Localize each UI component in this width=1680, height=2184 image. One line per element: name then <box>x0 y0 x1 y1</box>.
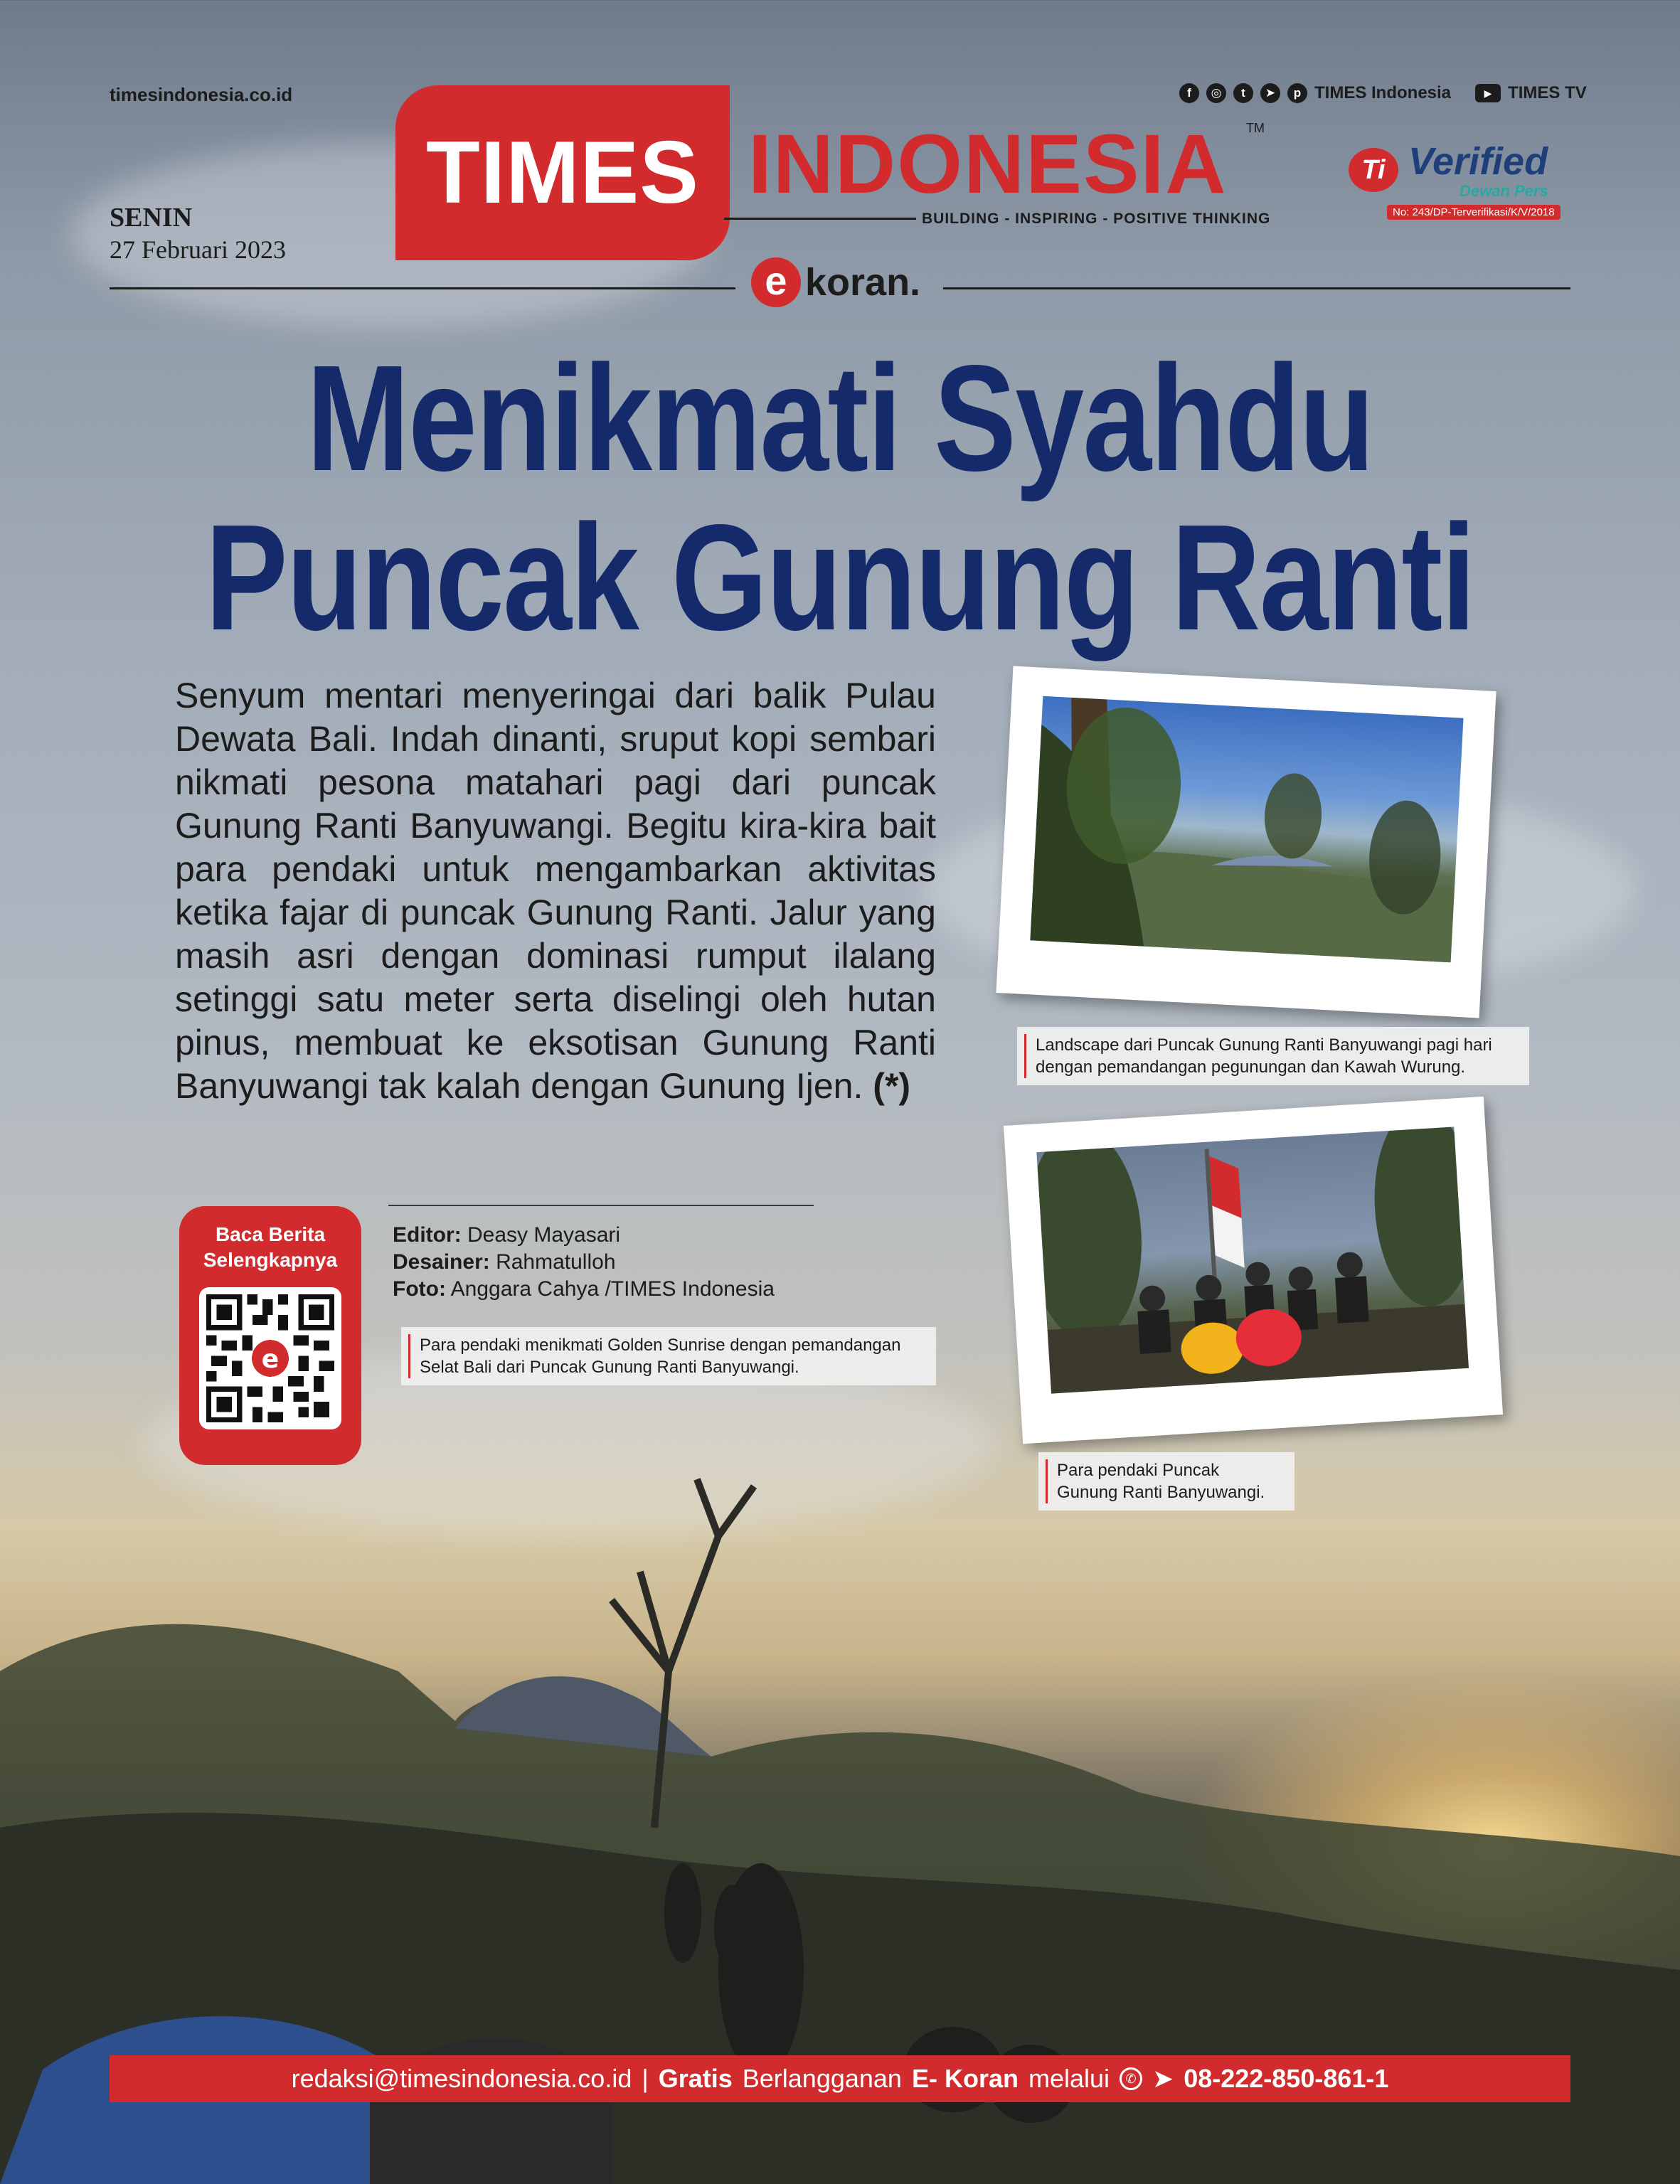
credits-rule <box>388 1205 814 1206</box>
telegram-icon[interactable]: ➤ <box>1152 2064 1174 2093</box>
article-end-mark: (*) <box>873 1066 911 1106</box>
read-more-title <box>179 1222 361 1273</box>
footer-separator: | <box>642 2064 649 2093</box>
qr-code-icon <box>206 1294 334 1422</box>
caption-line: dengan pemandangan pegunungan dan Kawah Wurung. <box>1036 1058 1466 1077</box>
site-url[interactable]: timesindonesia.co.id <box>110 84 293 105</box>
issue-date: 27 Februari 2023 <box>110 235 286 264</box>
verified-title: Verified <box>1408 140 1548 183</box>
whatsapp-icon[interactable]: ✆ <box>1120 2067 1142 2090</box>
logo-times: TIMES <box>395 85 730 260</box>
verified-badge-icon: Ti <box>1349 148 1398 192</box>
logo-tagline: BUILDING - INSPIRING - POSITIVE THINKING <box>922 211 1271 227</box>
social-label: TIMES Indonesia <box>1314 83 1452 102</box>
photo-landscape <box>996 666 1496 1018</box>
logo-divider <box>724 218 916 220</box>
header-rule-right <box>943 287 1570 289</box>
editor-name: Deasy Mayasari <box>467 1223 621 1247</box>
footer-text: melalui <box>1028 2064 1110 2093</box>
header-rule-left <box>110 287 735 289</box>
caption-line: Gunung Ranti Banyuwangi. <box>1057 1483 1265 1502</box>
photo-hikers-image <box>1036 1126 1469 1393</box>
verified-registration: No: 243/DP-Terverifikasi/K/V/2018 <box>1387 205 1561 220</box>
pinterest-icon[interactable]: p <box>1287 83 1307 103</box>
credits <box>393 1222 775 1303</box>
photo-landscape-image <box>1030 696 1463 963</box>
photo-credit-name: Anggara Cahya /TIMES Indonesia <box>450 1277 775 1301</box>
verified-subtitle: Dewan Pers <box>1460 182 1548 200</box>
article-body-text: Senyum mentari menyeringai dari balik Pulau Dewata Bali. Indah dinanti, sruput kopi sembari nikmati pesona matahari pagi dari puncak Gunung Ranti Banyuwangi. Begitu kira-kira bait para pendaki untuk mengambarkan aktivitas ketika fajar di puncak Gunung Ranti. Jalur yang masih asri dengan dominasi rumput ilalang setinggi satu meter serta diselingi oleh hutan pinus, membuat ke eksotisan Gunung Ranti Banyuwangi tak kalah dengan Gunung Ijen. <box>175 676 936 1106</box>
photo-credit-label: Foto: <box>393 1277 446 1301</box>
editor-label: Editor: <box>393 1223 462 1247</box>
footer-text: Berlangganan <box>742 2064 902 2093</box>
logo-trademark: TM <box>1246 121 1265 135</box>
landscape-illustration <box>1030 696 1463 963</box>
caption-line: Para pendaki Puncak <box>1057 1461 1220 1480</box>
photo-hikers-caption <box>1038 1452 1294 1511</box>
read-more-line: Baca Berita <box>215 1223 326 1245</box>
facebook-icon[interactable]: f <box>1179 83 1199 103</box>
designer-name: Rahmatulloh <box>496 1250 616 1274</box>
photo-landscape-caption <box>1017 1027 1529 1085</box>
logo-indonesia: INDONESIA <box>748 117 1228 211</box>
caption-line: Para pendaki menikmati Golden Sunrise dengan pemandangan <box>420 1336 901 1355</box>
headline-line-2: Puncak Gunung Ranti <box>205 493 1475 661</box>
read-more-line: Selengkapnya <box>203 1249 338 1271</box>
instagram-icon[interactable]: ◎ <box>1206 83 1226 103</box>
designer-label: Desainer: <box>393 1250 490 1274</box>
ekoran-logo-text: koran. <box>805 261 921 304</box>
telegram-icon[interactable]: ➤ <box>1260 83 1280 103</box>
caption-line: Landscape dari Puncak Gunung Ranti Banyuwangi pagi hari <box>1036 1035 1492 1055</box>
social-links <box>1179 83 1587 103</box>
hikers-illustration <box>1036 1126 1469 1393</box>
twitter-icon[interactable]: t <box>1233 83 1253 103</box>
qr-code[interactable] <box>199 1287 341 1429</box>
youtube-icon[interactable]: ▶ <box>1475 84 1501 102</box>
headline-line-1: Menikmati Syahdu <box>306 334 1374 502</box>
issue-day: SENIN <box>110 203 193 233</box>
photo-hikers <box>1004 1097 1503 1444</box>
footer-phone[interactable]: 08-222-850-861-1 <box>1184 2064 1389 2093</box>
main-photo-caption <box>401 1327 936 1385</box>
ekoran-logo-icon: e <box>751 257 801 307</box>
caption-line: Selat Bali dari Puncak Gunung Ranti Banyuwangi. <box>420 1358 799 1377</box>
footer-gratis: Gratis <box>658 2064 733 2093</box>
footer-email[interactable]: redaksi@timesindonesia.co.id <box>291 2064 632 2093</box>
svg-text:e: e <box>261 1344 280 1374</box>
footer-subscribe-bar <box>110 2055 1570 2102</box>
tv-label: TIMES TV <box>1508 83 1587 102</box>
footer-ekoran: E- Koran <box>911 2064 1019 2093</box>
article-body <box>175 674 936 1108</box>
